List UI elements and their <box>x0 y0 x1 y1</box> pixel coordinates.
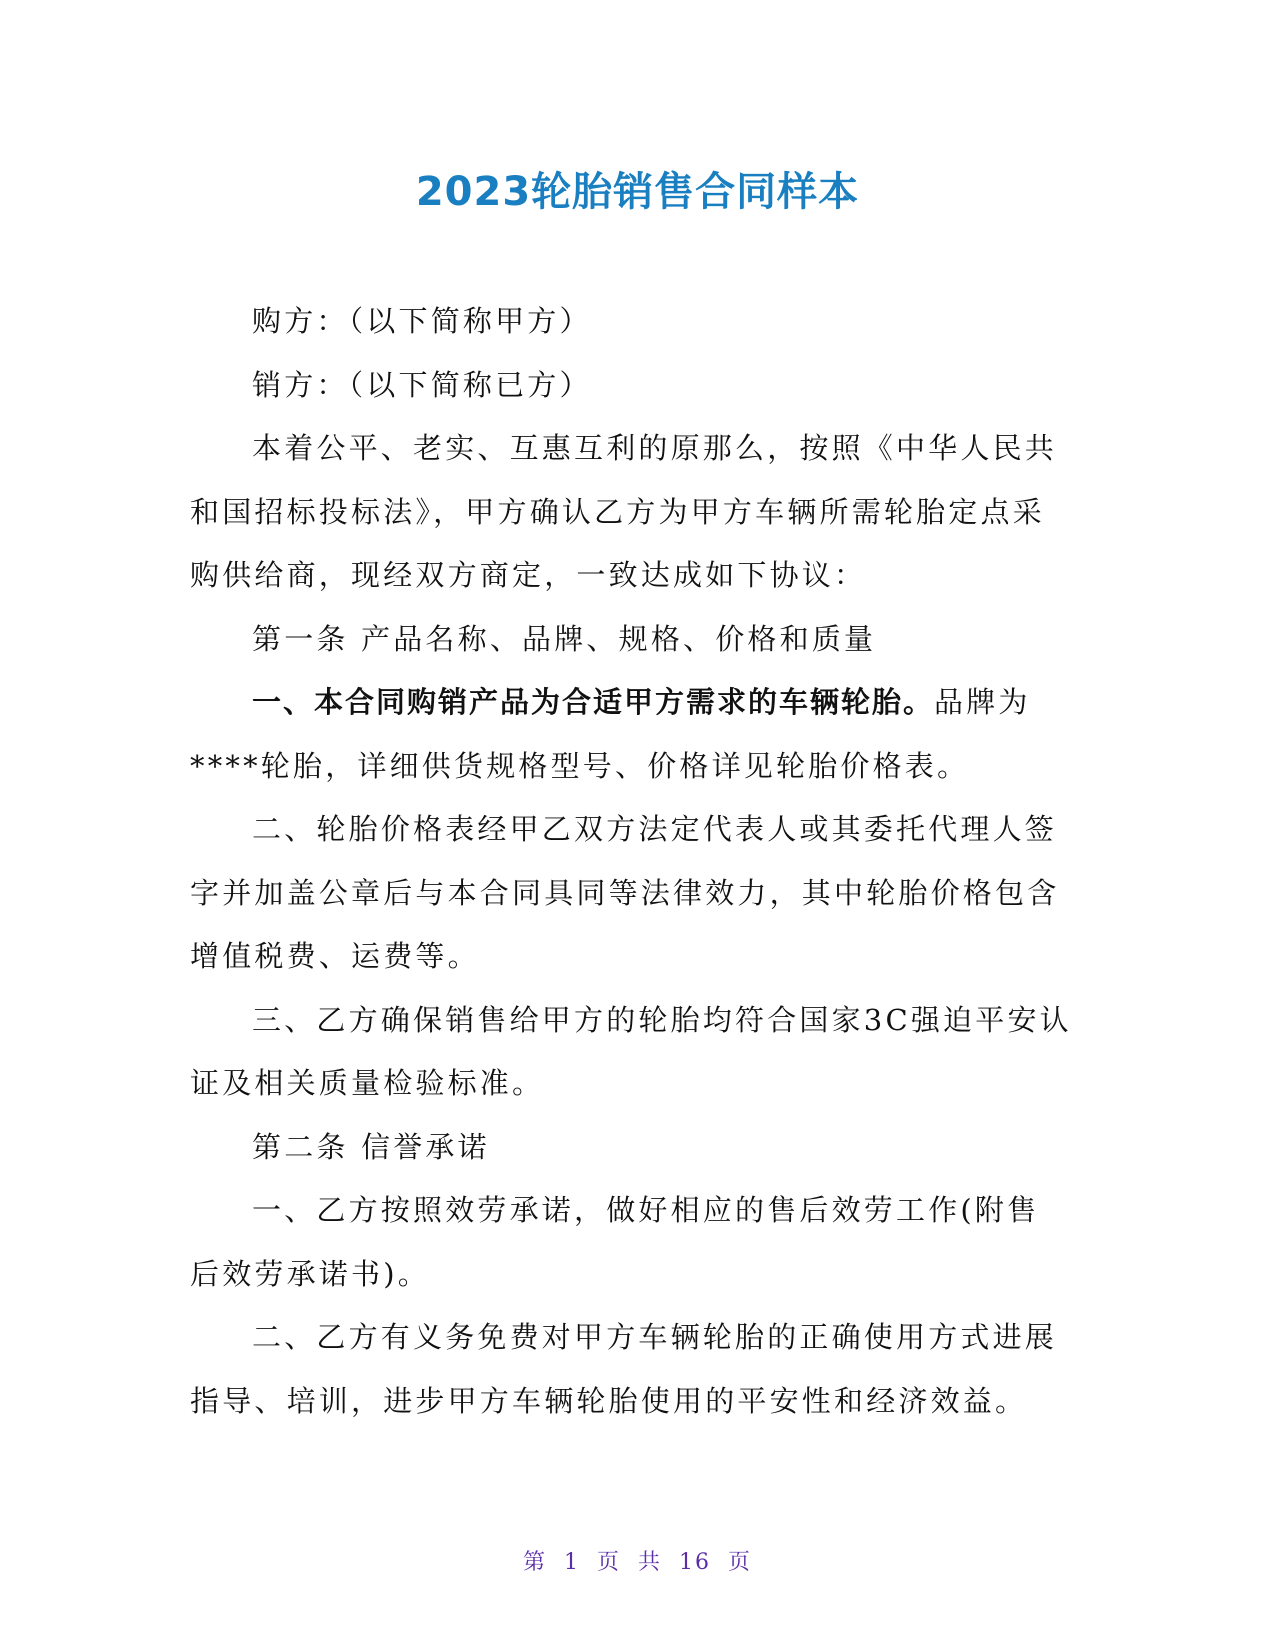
preamble-line-1: 本着公平、老实、互惠互利的原那么，按照《中华人民共 <box>252 431 1058 465</box>
article-1-clause-2-line-2: 字并加盖公章后与本合同具同等法律效力，其中轮胎价格包含 <box>190 875 1060 910</box>
buyer-line: 购方：（以下简称甲方） <box>252 304 592 338</box>
article-2-clause-1-line-2: 后效劳承诺书)。 <box>190 1256 430 1291</box>
footer-total-unit: 页 <box>728 1550 753 1575</box>
document-body <box>190 290 1085 1433</box>
article-1-clause-3-line-2: 证及相关质量检验标准。 <box>190 1066 545 1100</box>
page-footer <box>0 1545 1275 1576</box>
footer-page-label: 第 <box>522 1550 547 1575</box>
preamble-line-2: 和国招标投标法》，甲方确认乙方为甲方车辆所需轮胎定点采 <box>190 494 1045 529</box>
article-1-clause-1-line-1 <box>190 671 1085 735</box>
document-title: 2023轮胎销售合同样本 <box>415 169 860 215</box>
article-1-clause-2-line-1: 二、轮胎价格表经甲乙双方法定代表人或其委托代理人签 <box>252 812 1058 846</box>
footer-current-page: 1 <box>563 1550 580 1575</box>
article-1-clause-1-bold: 一、本合同购销产品为合适甲方需求的车辆轮胎。 <box>252 685 935 719</box>
seller-line: 销方：（以下简称已方） <box>252 367 592 402</box>
preamble-line-3: 购供给商，现经双方商定，一致达成如下协议： <box>190 558 867 592</box>
article-2-clause-2-line-1: 二、乙方有义务免费对甲方车辆轮胎的正确使用方式进展 <box>252 1320 1058 1354</box>
article-1-clause-1-brand: 品牌为 <box>934 685 1031 719</box>
article-2-heading: 第二条 信誉承诺 <box>252 1129 490 1164</box>
footer-page-unit: 页 <box>596 1550 621 1575</box>
footer-total-label: 共 <box>638 1550 663 1575</box>
article-2-clause-1-line-1: 一、乙方按照效劳承诺，做好相应的售后效劳工作(附售 <box>252 1193 1040 1227</box>
article-1-clause-2-line-3: 增值税费、运费等。 <box>190 939 480 973</box>
footer-total-pages: 16 <box>679 1550 712 1575</box>
article-2-clause-2-line-2: 指导、培训，进步甲方车辆轮胎使用的平安性和经济效益。 <box>190 1383 1028 1418</box>
article-1-clause-3-line-1: 三、乙方确保销售给甲方的轮胎均符合国家3C强迫平安认 <box>252 1002 1072 1037</box>
article-1-heading: 第一条 产品名称、品牌、规格、价格和质量 <box>252 621 877 656</box>
article-1-clause-1-line-2: ****轮胎，详细供货规格型号、价格详见轮胎价格表。 <box>190 748 970 783</box>
